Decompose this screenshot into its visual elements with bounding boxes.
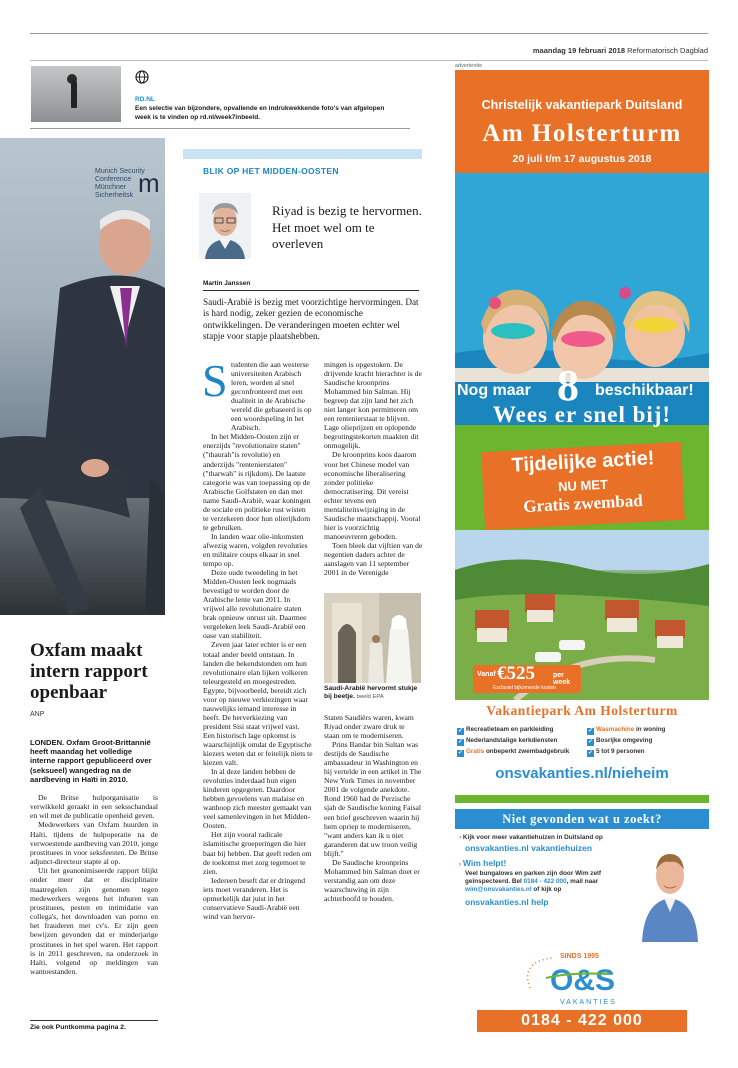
ad-nog: Nog maar bbox=[457, 382, 531, 399]
check-icon: ✓ bbox=[587, 739, 594, 745]
column-paragraph: In het Midden-Oosten zijn er enerzijds "revolutionaire staten" ("thaurah"is revolutie) en anderzijds "rentenierstaten" ("tharwah" is rijkdom). De laatste categorie was van toepassing op de Arabische Golfstaten en dan met name Saudi-Arabië, waar koningen de sociale en politieke rust wisten te verzekeren door hun olierijkdom te gebruiken. bbox=[203, 432, 311, 532]
ad-per-week: per week bbox=[553, 672, 571, 686]
ad-houses-link[interactable]: onsvakanties.nl vakantiehuizen bbox=[465, 843, 593, 853]
ad-phone[interactable]: 0184 - 422 000 bbox=[477, 1010, 687, 1032]
oxfam-paragraph: Medewerkers van Oxfam huurden in Haïti, tijdens de hulpoperatie na de verwoestende aardbeving van 2010, jonge prostituees in voor seksfeesten. De Britse adjunct-directeur stapte al op. bbox=[30, 820, 158, 867]
promo-text: Een selectie van bijzondere, opvallende en indrukwekkende foto's van afgelopen week is te vinden op rd.nl/week7inbeeld. bbox=[135, 105, 385, 121]
ad-price-tag bbox=[473, 665, 581, 693]
logo-sub: VAKANTIES bbox=[560, 999, 617, 1006]
logo-main: O&S bbox=[550, 964, 616, 997]
oxfam-paragraph: De Britse hulporganisatie is verwikkeld geraakt in een seksschandaal en wil met de publicatie openheid geven. bbox=[30, 793, 158, 821]
column-paragraph: tudenten die aan westerse universiteiten Arabisch leren, worden al snel geconfronteerd met een dualiteit in de Arabische wereld die gebaseerd is op een woordspeling in het Arabisch. bbox=[231, 360, 312, 433]
oxfam-reference[interactable]: Zie ook Puntkomma pagina 2. bbox=[30, 1024, 126, 1031]
ad-more-houses: › Kijk voor meer vakantiehuizen in Duitsland op bbox=[459, 834, 603, 841]
column-paragraph: Prins Bandar bin Sultan was destijds de Saudische ambassadeur in Washington en hij vertelde in een artikel in The New York Times in november 2001 de volgende anekdote. Rond 1960 had de Perzische sjah de Saudische koning Faisal een brief geschreven waarin hij hem opriep te moderniseren, "want anders kan ik u niet garanderen dat uw troon veilig blijft." bbox=[324, 740, 422, 858]
ad-not-found: Niet gevonden wat u zoekt? bbox=[455, 809, 709, 829]
globe-icon bbox=[135, 70, 149, 84]
column-text-right-continued bbox=[324, 713, 422, 903]
column-header-bar bbox=[183, 149, 422, 159]
conference-photo: Munich Security Conference Münchner Sicherheitsk m bbox=[0, 138, 165, 615]
header-rule bbox=[30, 60, 708, 61]
caption-credit: beeld EPA bbox=[356, 694, 384, 701]
column-intro: Saudi-Arabië is bezig met voorzichtige hervormingen. Dat is hard nodig, zeker gezien de economische ontwikkelingen. De veranderingen moeten echter wel stapje voor stapje plaatshebben. bbox=[203, 297, 419, 341]
column-pull-quote: Riyad is bezig te hervormen. Het moet wel om te overleven bbox=[272, 203, 422, 251]
ad-help-link[interactable]: onsvakanties.nl help bbox=[465, 897, 549, 907]
ad-feature: ✓ 5 tot 9 personen bbox=[587, 748, 645, 756]
column-author: Martin Janssen bbox=[203, 280, 251, 287]
column-text-right bbox=[324, 360, 424, 577]
dateline bbox=[533, 46, 708, 55]
column-text-left bbox=[202, 355, 313, 921]
ad-wim: › Wim helpt! bbox=[459, 858, 507, 868]
ad-available: beschikbaar! bbox=[595, 382, 694, 399]
oxfam-body bbox=[30, 793, 158, 976]
promo-rule bbox=[30, 128, 410, 129]
oxfam-paragraph: Uit het geanonimiseerde rapport blijkt onder meer dat er disciplinaire maatregelen zijn genomen tegen medewerkers wegens het inhuren van prostituees, pesten en intimidatie van collega's, het downloaden van porno en het frauderen met cv's. Er zijn geen bewijzen gevonden dat er minderjarige prostituees in het spel waren. Het rapport is in 2011 geschreven, na onderzoek in Haïti, volgend op meldingen van wantoestanden. bbox=[30, 866, 158, 976]
caption-text: Saudi-Arabië hervormt stukje bij beetje. bbox=[324, 685, 418, 701]
column-paragraph: Toen bleek dat vijftien van de negentien daders achter de aanslagen van 11 september 2001 in de Verenigde bbox=[324, 540, 423, 578]
oxfam-rule bbox=[30, 1020, 158, 1021]
man-figure bbox=[0, 138, 165, 615]
author-photo bbox=[199, 193, 251, 259]
paper-name: Reformatorisch Dagblad bbox=[627, 46, 708, 55]
ad-hurry: Wees er snel bij! bbox=[492, 402, 672, 427]
column-paragraph: mingen is opgestoken. De drijvende kracht hierachter is de Saudische kroonprins Mohammed bin Salman. Hij begreep dat zijn land het zich niet langer kon permitteren om een rentenierstaat te blijven. Lage olieprijzen en oplopende begrotingstekorten maakten dit onmogelijk. bbox=[324, 360, 422, 451]
ad-promo-title: Tijdelijke actie! bbox=[510, 447, 655, 477]
check-icon: ✓ bbox=[457, 750, 464, 756]
column-paragraph: Zeven jaar later echter is er een totaal ander beeld ontstaan. In landen die bekendstonden om hun revolutionaire elan lijken volkeren teleurgesteld en moegestreden. Egypte, bijvoorbeeld, bereidt zich voor op nieuwe verkiezingen waar nauwelijks iemand interesse in heeft. De herverkiezing van president Sisi staat vrijwel vast. Een historisch lage opkomst is waarschijnlijk omdat de Egyptische kiezers weten dat er feitelijk niets te kiezen valt. bbox=[203, 640, 313, 768]
advertisement-label: advertentie bbox=[455, 63, 483, 69]
ad-wim-text: Veel bungalows en parken zijn door Wim zelf geïnspecteerd. Bel 0184 - 422 000, mail naar wim@onsvakanties.nl of kijk op bbox=[465, 870, 601, 893]
advertisement[interactable] bbox=[455, 70, 709, 1035]
logo-since: SINDS 1995 bbox=[560, 953, 599, 960]
drop-cap: S bbox=[202, 355, 228, 406]
saudi-photo bbox=[324, 593, 421, 683]
ad-dates: 20 juli t/m 17 augustus 2018 bbox=[512, 153, 652, 165]
column-kicker: BLIK OP HET MIDDEN-OOSTEN bbox=[203, 166, 339, 176]
column-paragraph: Deze oude tweedeling in het Midden-Oosten leek nogmaals bevestigd te worden door de Arabische lente van 2011. In vrijwel alle revolutionaire staten brak opnieuw onrust uit. Daarmee vergeleken leek Saudi-Arabië een oase van stabiliteit. bbox=[203, 568, 307, 641]
promo-photo[interactable] bbox=[31, 66, 121, 122]
oxfam-headline: Oxfam maakt intern rapport openbaar bbox=[30, 640, 148, 703]
column-paragraph: Het zijn vooral radicale islamitische groeperingen die hier baat bij hebben. Dat geeft reden om de toekomst met zorg tegemoet te zien. bbox=[203, 830, 312, 876]
column-paragraph: Staten Saudiërs waren, kwam Riyad onder zware druk te staan om te moderniseren. bbox=[324, 713, 414, 741]
ad-price: €525 bbox=[497, 663, 535, 684]
ad-feature: ✓ Recreatieteam en parkleiding bbox=[457, 726, 554, 734]
ad-from: Vanaf bbox=[477, 671, 496, 678]
ad-url[interactable]: onsvakanties.nl/nieheim bbox=[495, 765, 669, 782]
photo-banner: Munich Security Conference Münchner Sicherheitsk bbox=[95, 168, 145, 199]
oxfam-lede: LONDEN. Oxfam Groot-Brittannië heeft maandag het volledige interne rapport gepubliceerd over (seksueel) wangedrag na de aardbeving in Haïti in 2010. bbox=[30, 738, 152, 784]
column-paragraph: De Saudische kroonprins Mohammed bin Salman doet er verstandig aan om deze waarschuwing in zijn achterhoofd te houden. bbox=[324, 857, 420, 903]
promo-label[interactable]: RD.NL bbox=[135, 96, 155, 103]
check-icon: ✓ bbox=[457, 728, 464, 734]
ad-excl: Exclusief bijkomende kosten bbox=[493, 685, 557, 691]
check-icon: ✓ bbox=[587, 750, 594, 756]
date: maandag 19 februari 2018 bbox=[532, 46, 626, 55]
column-paragraph: In al deze landen hebben de revoluties inderdaad hun eigen kinderen opgegeten. Daardoor hebben gevoelens van malaise en wanhoop zich meester gemaakt van veel samenlevingen in het Midden-Oosten. bbox=[203, 767, 312, 831]
ad-promo-pool: Gratis zwembad bbox=[522, 490, 644, 517]
top-rule bbox=[30, 33, 708, 34]
oxfam-credit: ANP bbox=[30, 711, 45, 718]
column-paragraph: De kroonprins koos daarom voor het Chinese model van economische liberalisering zonder politieke democratisering. Dit vereist echter tevens een mentaliteitswijziging in de Saudische maatschappij. Vooral hier is voorzichtig manoeuvreren geboden. bbox=[324, 450, 421, 541]
ad-promo-now: NU MET bbox=[557, 476, 609, 495]
ad-feature: ✓ Nederlandstalige kerkdiensten bbox=[457, 737, 558, 745]
ad-tagline: Christelijk vakantiepark Duitsland bbox=[481, 98, 683, 112]
ad-count: 8 bbox=[557, 361, 579, 410]
photo-caption bbox=[324, 685, 424, 702]
ad-feature: ✓ Wasmachine in woning bbox=[587, 726, 666, 734]
ad-feature: ✓ Gratis onbeperkt zwembadgebruik bbox=[457, 748, 570, 756]
wim-photo bbox=[640, 832, 700, 942]
column-paragraph: Iedereen beseft dat er dringend iets moet veranderen. Het is opmerkelijk dat juist in het conservatieve Saudi-Arabië een wind van hervor- bbox=[203, 875, 306, 921]
check-icon: ✓ bbox=[587, 728, 594, 734]
check-icon: ✓ bbox=[457, 739, 464, 745]
os-vakanties-logo bbox=[510, 948, 660, 1008]
ad-park-title: Am Holsterturm bbox=[482, 120, 682, 147]
ad-feature: ✓ Bosrijke omgeving bbox=[587, 737, 653, 745]
column-paragraph: In landen waar olie-inkomsten afwezig waren, volgden revoluties en militaire coups elkaar in snel tempo op. bbox=[203, 531, 308, 569]
column-rule bbox=[203, 290, 419, 291]
ad-park-name: Vakantiepark Am Holsterturm bbox=[486, 703, 678, 718]
